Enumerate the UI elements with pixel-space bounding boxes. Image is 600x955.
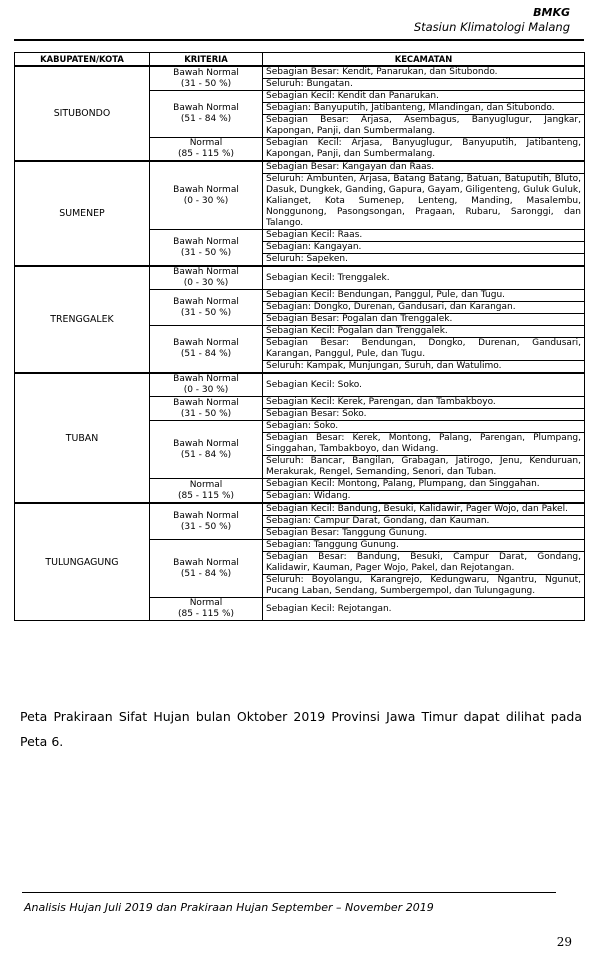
kriteria-cell (150, 479, 263, 504)
table-body (15, 66, 585, 621)
page-number: 29 (556, 935, 572, 949)
table-row (15, 161, 585, 174)
kecamatan-cell: Seluruh: Ambunten, Arjasa, Batang Batang, Batuan, Batuputih, Bluto, Dasuk, Dungkek, Ganding, Gapura, Gayam, Giligenteng, Guluk Guluk, Kalianget, Kota Sumenep, Lenteng, Manding, Masalembu, Nonggunong, Pasongsongan, Pragaan, Rubaru, Saronggi, dan Talango. (263, 174, 585, 230)
kriteria-cell (150, 161, 263, 230)
kriteria-cell (150, 421, 263, 479)
kriteria-cell (150, 326, 263, 374)
kecamatan-cell: Sebagian Kecil: Pogalan dan Trenggalek. (263, 326, 585, 338)
kecamatan-cell: Sebagian: Soko. (263, 421, 585, 433)
kriteria-label-line: Normal (189, 479, 223, 490)
kecamatan-cell: Sebagian Kecil: Soko. (263, 373, 585, 397)
kabupaten-cell: SUMENEP (15, 161, 150, 266)
kriteria-label-line: Bawah Normal (173, 103, 239, 113)
kriteria-cell (150, 230, 263, 267)
kriteria-label-line: Bawah Normal (173, 184, 239, 195)
kecamatan-cell: Sebagian: Campur Darat, Gondang, dan Kauman. (263, 516, 585, 528)
kecamatan-cell: Sebagian: Tanggung Gunung. (263, 540, 585, 552)
kecamatan-cell: Sebagian Kecil: Arjasa, Banyuglugur, Banyuputih, Jatibanteng, Kapongan, Panji, dan Sumbermalang. (263, 138, 585, 162)
kriteria-cell (150, 290, 263, 326)
kriteria-label-line: (85 - 115 %) (177, 149, 235, 159)
kabupaten-cell: TRENGGALEK (15, 266, 150, 373)
kabupaten-cell: SITUBONDO (15, 66, 150, 161)
kecamatan-cell: Sebagian Besar: Kerek, Montong, Palang, Parengan, Plumpang, Singgahan, Tambakboyo, dan Widang. (263, 433, 585, 456)
kecamatan-cell: Sebagian: Widang. (263, 491, 585, 504)
kriteria-label-line: Bawah Normal (173, 338, 239, 348)
column-header-kecamatan: KECAMATAN (263, 53, 585, 67)
kecamatan-cell: Sebagian: Kangayan. (263, 242, 585, 254)
page-header (414, 6, 570, 35)
kriteria-label-line: (51 - 84 %) (180, 114, 232, 124)
header-org: BMKG (533, 6, 570, 19)
kriteria-cell (150, 503, 263, 540)
body-paragraph: Peta Prakiraan Sifat Hujan bulan Oktober 2019 Provinsi Jawa Timur dapat dilihat pada Peta 6. (20, 709, 582, 749)
kecamatan-cell: Seluruh: Sapeken. (263, 254, 585, 267)
kecamatan-cell: Sebagian Kecil: Bandung, Besuki, Kalidawir, Pager Wojo, dan Pakel. (263, 503, 585, 516)
kecamatan-cell: Sebagian Besar: Tanggung Gunung. (263, 528, 585, 540)
kecamatan-cell: Sebagian: Dongko, Durenan, Gandusari, dan Karangan. (263, 302, 585, 314)
kriteria-label-line: Normal (189, 138, 223, 148)
kecamatan-cell: Sebagian: Banyuputih, Jatibanteng, Mlandingan, dan Situbondo. (263, 103, 585, 115)
kriteria-cell (150, 91, 263, 138)
kecamatan-cell: Seluruh: Boyolangu, Karangrejo, Kedungwaru, Ngantru, Ngunut, Pucang Laban, Sendang, Sumbergempol, dan Tulungagung. (263, 575, 585, 598)
kriteria-label-line: (31 - 50 %) (180, 307, 232, 318)
kriteria-label-line: (85 - 115 %) (177, 490, 235, 501)
kriteria-label-line: (31 - 50 %) (180, 521, 232, 532)
kriteria-cell (150, 266, 263, 290)
table-row (15, 66, 585, 79)
kriteria-cell (150, 66, 263, 91)
kecamatan-cell: Seluruh: Kampak, Munjungan, Suruh, dan Watulimo. (263, 361, 585, 374)
kriteria-label-line: (51 - 84 %) (180, 568, 232, 579)
kecamatan-cell: Sebagian Besar: Arjasa, Asembagus, Banyuglugur, Jangkar, Kapongan, Panji, dan Sumbermalang. (263, 115, 585, 138)
kriteria-label-line: Bawah Normal (173, 510, 239, 521)
kecamatan-cell: Sebagian Kecil: Rejotangan. (263, 598, 585, 621)
kriteria-label-line: (85 - 115 %) (177, 609, 235, 619)
page-footer: Analisis Hujan Juli 2019 dan Prakiraan Hujan September – November 2019 (24, 901, 434, 914)
kriteria-label-line: (31 - 50 %) (180, 78, 232, 89)
column-header-kriteria: KRITERIA (150, 53, 263, 67)
kriteria-label-line: Bawah Normal (173, 438, 239, 449)
kabupaten-cell: TUBAN (15, 373, 150, 503)
kriteria-cell (150, 598, 263, 621)
header-divider (14, 39, 584, 41)
kriteria-label-line: Bawah Normal (173, 267, 239, 277)
kriteria-cell (150, 397, 263, 421)
kecamatan-cell: Sebagian Kecil: Trenggalek. (263, 266, 585, 290)
kecamatan-cell: Sebagian Besar: Kangayan dan Raas. (263, 161, 585, 174)
kecamatan-cell: Sebagian Besar: Pogalan dan Trenggalek. (263, 314, 585, 326)
kriteria-cell (150, 138, 263, 162)
kriteria-label-line: Bawah Normal (173, 397, 239, 408)
kecamatan-cell: Sebagian Kecil: Bendungan, Panggul, Pule, dan Tugu. (263, 290, 585, 302)
kriteria-label-line: (0 - 30 %) (183, 278, 229, 288)
kecamatan-cell: Sebagian Kecil: Kerek, Parengan, dan Tambakboyo. (263, 397, 585, 409)
kecamatan-cell: Sebagian Besar: Bendungan, Dongko, Durenan, Gandusari, Karangan, Panggul, Pule, dan Tugu. (263, 338, 585, 361)
kecamatan-cell: Sebagian Besar: Kendit, Panarukan, dan Situbondo. (263, 66, 585, 79)
kecamatan-cell: Sebagian Kecil: Raas. (263, 230, 585, 242)
kecamatan-cell: Seluruh: Bancar, Bangilan, Grabagan, Jatirogo, Jenu, Kenduruan, Merakurak, Rengel, Semanding, Senori, dan Tuban. (263, 456, 585, 479)
kriteria-label-line: (31 - 50 %) (180, 247, 232, 258)
kabupaten-cell: TULUNGAGUNG (15, 503, 150, 621)
table-row (15, 503, 585, 516)
kriteria-label-line: Bawah Normal (173, 374, 239, 384)
kecamatan-cell: Sebagian Besar: Bandung, Besuki, Campur Darat, Gondang, Kalidawir, Kauman, Pager Wojo, Pakel, dan Rejotangan. (263, 552, 585, 575)
kriteria-label-line: Bawah Normal (173, 557, 239, 568)
kriteria-label-line: (0 - 30 %) (183, 385, 229, 395)
kriteria-label-line: (51 - 84 %) (180, 449, 232, 460)
kriteria-cell (150, 540, 263, 598)
kecamatan-cell: Sebagian Kecil: Kendit dan Panarukan. (263, 91, 585, 103)
kriteria-label-line: Bawah Normal (173, 236, 239, 247)
kriteria-label-line: (51 - 84 %) (180, 349, 232, 359)
table-row (15, 373, 585, 397)
kecamatan-cell: Sebagian Besar: Soko. (263, 409, 585, 421)
column-header-kabupaten: KABUPATEN/KOTA (15, 53, 150, 67)
rainfall-forecast-table (14, 52, 585, 621)
kriteria-label-line: (31 - 50 %) (180, 408, 232, 419)
kriteria-label-line: (0 - 30 %) (183, 195, 229, 206)
table-header-row (15, 53, 585, 67)
footer-divider (22, 892, 556, 893)
header-station: Stasiun Klimatologi Malang (413, 20, 570, 34)
kriteria-label-line: Bawah Normal (173, 296, 239, 307)
table-row (15, 266, 585, 290)
kriteria-label-line: Bawah Normal (173, 67, 239, 78)
kriteria-label-line: Normal (189, 598, 223, 608)
kecamatan-cell: Sebagian Kecil: Montong, Palang, Plumpang, dan Singgahan. (263, 479, 585, 491)
kriteria-cell (150, 373, 263, 397)
kecamatan-cell: Seluruh: Bungatan. (263, 79, 585, 91)
